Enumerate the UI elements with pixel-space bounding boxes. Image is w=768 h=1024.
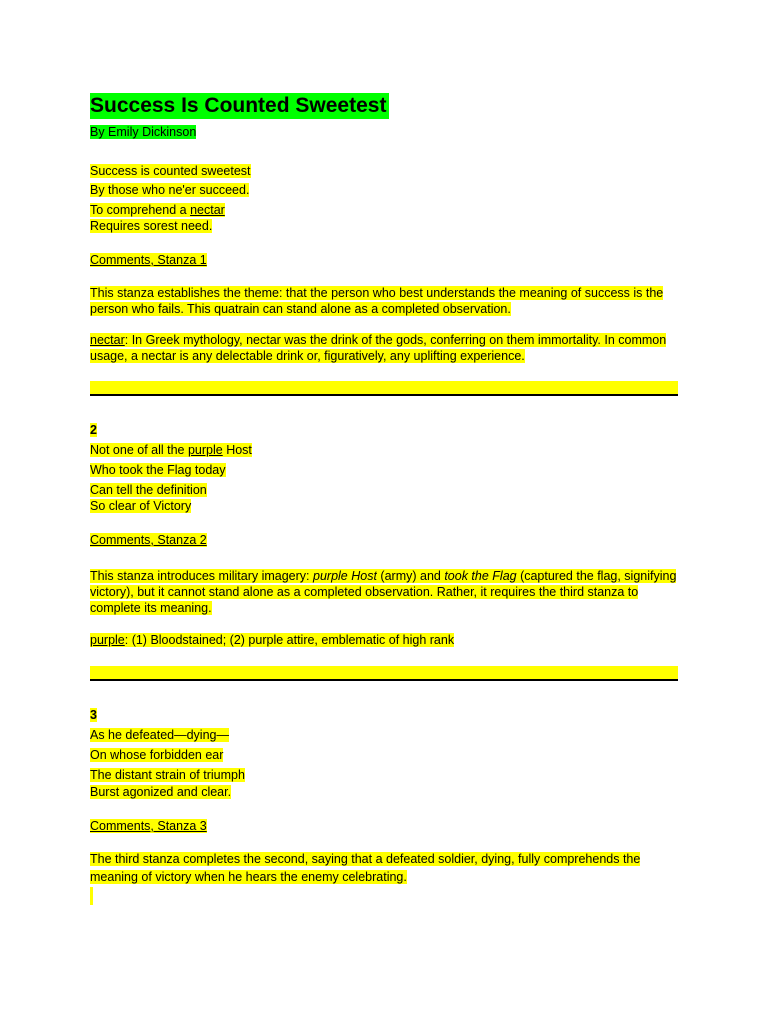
comments-stanza2-heading (90, 532, 207, 548)
stanza2-comment (90, 568, 680, 616)
stanza2-comment-italic1: purple Host (313, 569, 377, 583)
comments-stanza3-heading (90, 818, 207, 834)
separator-highlight-2 (90, 666, 678, 680)
nectar-gloss-text: : In Greek mythology, nectar was the drink of the gods, conferring on them immortality. In common usage, a nectar is any delectable drink or, figuratively, any uplifting experience. (90, 333, 667, 363)
comments-stanza1-link[interactable]: Comments, Stanza 1 (90, 253, 207, 267)
stanza1-line3 (90, 202, 225, 218)
stanza2-line3 (90, 482, 207, 498)
comments-stanza1-heading (90, 252, 207, 268)
stanza3-line3 (90, 767, 245, 783)
text-cursor[interactable] (90, 887, 93, 905)
nectar-gloss (90, 332, 680, 364)
nectar-link[interactable]: nectar (190, 203, 225, 217)
stanza1-line1 (90, 163, 251, 179)
stanza3-line2-text: On whose forbidden ear (90, 748, 224, 762)
stanza3-number-text: 3 (90, 708, 97, 722)
stanza2-line4 (90, 498, 191, 514)
stanza2-comment-c: (captured the flag, signifying victory), but it cannot stand alone as a completed observation. Rather, it requires the third stanza to complete its meaning. (90, 569, 677, 615)
author-text: By Emily Dickinson (90, 125, 197, 139)
stanza3-comment (90, 850, 680, 886)
stanza2-line3-text: Can tell the definition (90, 483, 207, 497)
stanza2-line1 (90, 442, 252, 458)
stanza2-line1-post: Host (222, 443, 252, 457)
stanza2-line2 (90, 462, 226, 478)
stanza3-number (90, 707, 97, 723)
stanza1-comment (90, 285, 680, 317)
stanza2-line1-pre: Not one of all the (90, 443, 188, 457)
stanza1-line2 (90, 182, 249, 198)
stanza2-line4-text: So clear of Victory (90, 499, 192, 513)
stanza1-line3-text: To comprehend a (90, 203, 191, 217)
stanza1-comment-text: This stanza establishes the theme: that the person who best understands the meaning of success is the person who fails. This quatrain can stand alone as a completed observation. (90, 286, 664, 316)
stanza2-comment-italic2: took the Flag (444, 569, 517, 583)
stanza3-line1-text: As he defeated—dying— (90, 728, 229, 742)
stanza3-line2 (90, 747, 223, 763)
purple-gloss (90, 632, 454, 648)
nectar-gloss-term[interactable]: nectar (90, 333, 125, 347)
stanza3-comment-text: The third stanza completes the second, saying that a defeated soldier, dying, fully comprehends the meaning of victory when he hears the enemy celebrating. (90, 852, 641, 884)
stanza2-number-text: 2 (90, 423, 97, 437)
stanza3-line4 (90, 784, 231, 800)
stanza2-number (90, 422, 97, 438)
stanza1-line2-text: By those who ne'er succeed. (90, 183, 250, 197)
stanza2-line2-text: Who took the Flag today (90, 463, 226, 477)
purple-gloss-term[interactable]: purple (90, 633, 125, 647)
purple-gloss-text: : (1) Bloodstained; (2) purple attire, emblematic of high rank (124, 633, 455, 647)
poem-title: Success Is Counted Sweetest (90, 93, 389, 119)
stanza2-comment-a: This stanza introduces military imagery: (90, 569, 313, 583)
stanza3-line4-text: Burst agonized and clear. (90, 785, 232, 799)
separator-rule-2 (90, 679, 678, 681)
separator-highlight-1 (90, 381, 678, 395)
purple-link[interactable]: purple (187, 443, 223, 457)
comments-stanza3-link[interactable]: Comments, Stanza 3 (90, 819, 207, 833)
comments-stanza2-link[interactable]: Comments, Stanza 2 (90, 533, 207, 547)
separator-rule-1 (90, 394, 678, 396)
stanza1-line4 (90, 218, 212, 234)
stanza2-comment-b: (army) and (376, 569, 445, 583)
stanza1-line1-text: Success is counted sweetest (90, 164, 251, 178)
stanza1-line4-text: Requires sorest need. (90, 219, 213, 233)
stanza3-line3-text: The distant strain of triumph (90, 768, 245, 782)
author-line (90, 124, 196, 140)
stanza3-line1 (90, 727, 229, 743)
